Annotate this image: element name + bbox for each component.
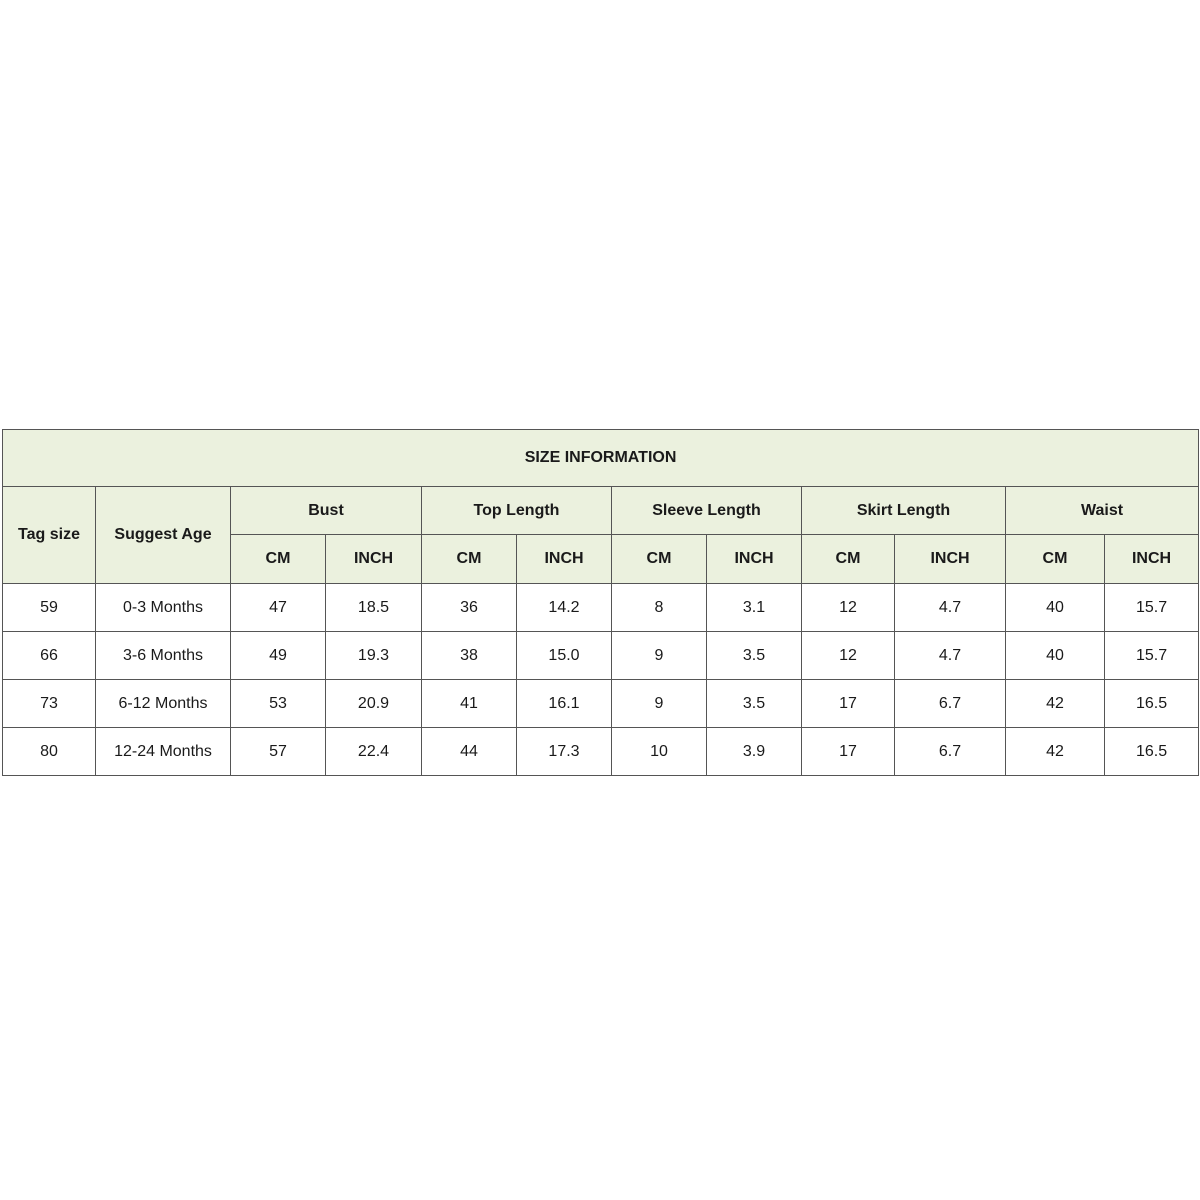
top-length-inch-header: INCH [517, 535, 612, 584]
measurement-cell: 17 [802, 728, 895, 776]
measurement-cell: 49 [231, 632, 326, 680]
tag-size-cell: 66 [3, 632, 96, 680]
measurement-cell: 6.7 [895, 728, 1006, 776]
bust-cm-header: CM [231, 535, 326, 584]
measurement-cell: 15.0 [517, 632, 612, 680]
suggest-age-cell: 0-3 Months [96, 584, 231, 632]
measurement-cell: 17 [802, 680, 895, 728]
measurement-cell: 10 [612, 728, 707, 776]
title-row [3, 430, 1199, 487]
skirt-length-inch-header: INCH [895, 535, 1006, 584]
table-row [3, 632, 1199, 680]
size-table [2, 429, 1199, 776]
tag-size-cell: 80 [3, 728, 96, 776]
top-length-cm-header: CM [422, 535, 517, 584]
measurement-cell: 9 [612, 680, 707, 728]
measurement-cell: 3.9 [707, 728, 802, 776]
measurement-cell: 17.3 [517, 728, 612, 776]
measurement-cell: 40 [1006, 584, 1105, 632]
measurement-cell: 41 [422, 680, 517, 728]
suggest-age-cell: 3-6 Months [96, 632, 231, 680]
sleeve-length-cm-header: CM [612, 535, 707, 584]
table-row [3, 584, 1199, 632]
measurement-cell: 14.2 [517, 584, 612, 632]
measurement-cell: 9 [612, 632, 707, 680]
measurement-cell: 42 [1006, 680, 1105, 728]
measurement-cell: 53 [231, 680, 326, 728]
skirt-length-cm-header: CM [802, 535, 895, 584]
skirt-length-header: Skirt Length [802, 487, 1006, 535]
top-length-header: Top Length [422, 487, 612, 535]
measurement-cell: 12 [802, 632, 895, 680]
tag-size-cell: 73 [3, 680, 96, 728]
measurement-cell: 16.1 [517, 680, 612, 728]
measurement-cell: 57 [231, 728, 326, 776]
measurement-cell: 4.7 [895, 632, 1006, 680]
measurement-cell: 8 [612, 584, 707, 632]
header-row-groups [3, 487, 1199, 535]
measurement-cell: 3.5 [707, 632, 802, 680]
table-title: SIZE INFORMATION [3, 430, 1199, 487]
measurement-cell: 36 [422, 584, 517, 632]
suggest-age-cell: 12-24 Months [96, 728, 231, 776]
measurement-cell: 3.1 [707, 584, 802, 632]
tag-size-header: Tag size [3, 487, 96, 584]
sleeve-length-inch-header: INCH [707, 535, 802, 584]
measurement-cell: 3.5 [707, 680, 802, 728]
tag-size-cell: 59 [3, 584, 96, 632]
measurement-cell: 15.7 [1105, 632, 1199, 680]
measurement-cell: 15.7 [1105, 584, 1199, 632]
measurement-cell: 12 [802, 584, 895, 632]
measurement-cell: 19.3 [326, 632, 422, 680]
bust-inch-header: INCH [326, 535, 422, 584]
waist-cm-header: CM [1006, 535, 1105, 584]
waist-inch-header: INCH [1105, 535, 1199, 584]
measurement-cell: 44 [422, 728, 517, 776]
table-row [3, 728, 1199, 776]
measurement-cell: 42 [1006, 728, 1105, 776]
measurement-cell: 22.4 [326, 728, 422, 776]
measurement-cell: 16.5 [1105, 728, 1199, 776]
measurement-cell: 40 [1006, 632, 1105, 680]
table-row [3, 680, 1199, 728]
measurement-cell: 18.5 [326, 584, 422, 632]
bust-header: Bust [231, 487, 422, 535]
suggest-age-cell: 6-12 Months [96, 680, 231, 728]
measurement-cell: 4.7 [895, 584, 1006, 632]
suggest-age-header: Suggest Age [96, 487, 231, 584]
measurement-cell: 20.9 [326, 680, 422, 728]
measurement-cell: 6.7 [895, 680, 1006, 728]
sleeve-length-header: Sleeve Length [612, 487, 802, 535]
measurement-cell: 16.5 [1105, 680, 1199, 728]
waist-header: Waist [1006, 487, 1199, 535]
measurement-cell: 38 [422, 632, 517, 680]
measurement-cell: 47 [231, 584, 326, 632]
